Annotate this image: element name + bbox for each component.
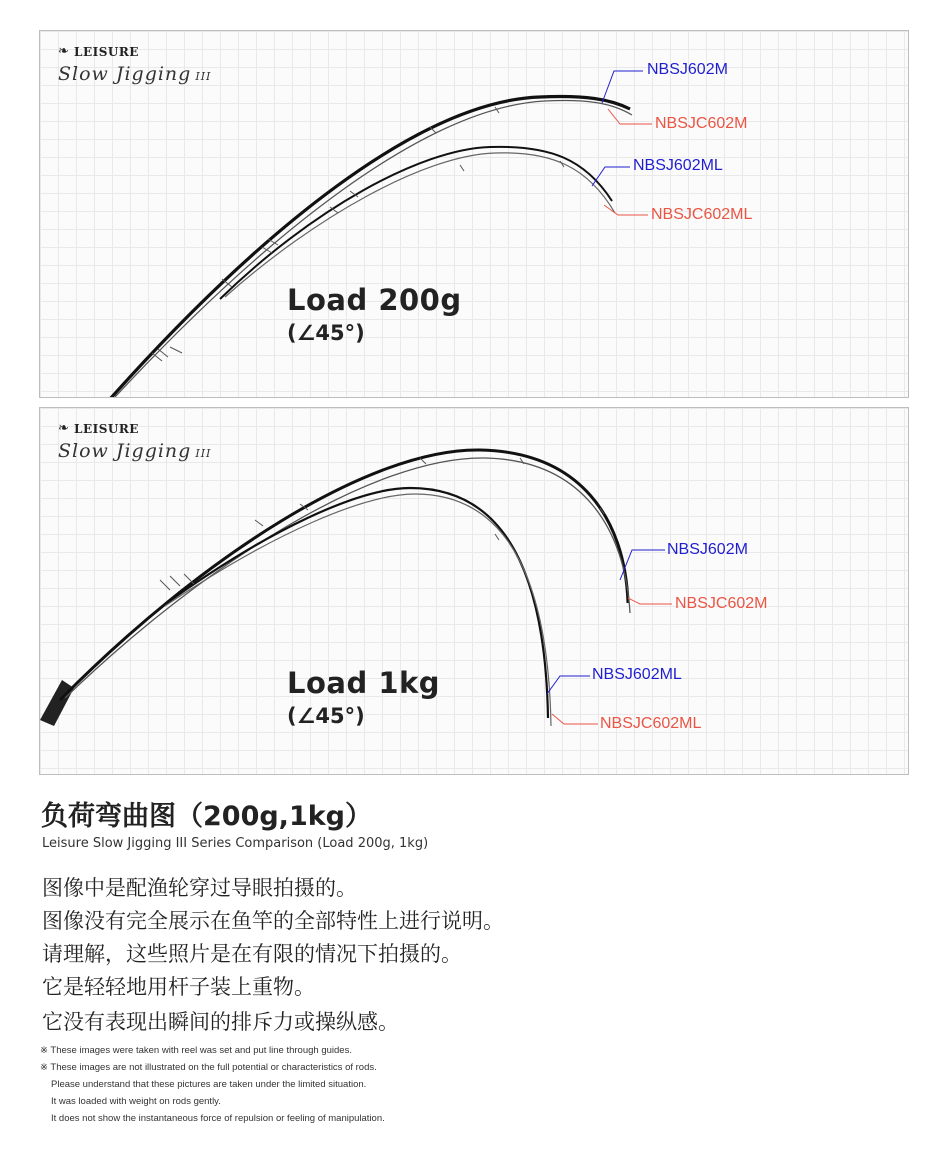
chinese-line-4: 它是轻轻地用杆子装上重物。 — [42, 975, 315, 999]
label-nbsjc602m: NBSJC602M — [655, 115, 748, 132]
chinese-line-2: 图像没有完全展示在鱼竿的全部特性上进行说明。 — [42, 909, 504, 933]
angle-label: (∠45°) — [287, 321, 365, 345]
rod-nbsj602m-curve — [110, 97, 630, 399]
label-nbsj602m: NBSJ602M — [647, 61, 728, 78]
label-nbsjc602m: NBSJC602M — [675, 595, 768, 612]
label-nbsjc602ml: NBSJC602ML — [600, 715, 702, 732]
bend-chart-panel-1kg — [39, 407, 909, 775]
label-nbsj602ml: NBSJ602ML — [592, 666, 682, 683]
rod-curves-1kg — [40, 408, 909, 775]
note-line-4: It was loaded with weight on rods gently. — [51, 1096, 221, 1107]
brand-name: LEISURE — [74, 422, 139, 436]
series-name: Slow Jigging III — [58, 440, 212, 462]
rod-nbsj602m-curve — [60, 450, 628, 700]
label-nbsjc602ml: NBSJC602ML — [651, 206, 753, 223]
fish-logo-icon: ❧ — [58, 44, 69, 59]
rod-grip — [40, 680, 74, 726]
rod-nbsjc602m-curve — [115, 101, 632, 397]
load-title: Load 200g — [287, 283, 462, 317]
brand-logo-block — [58, 422, 211, 462]
leader-nbsj602m — [602, 71, 643, 103]
rod-nbsjc602ml-curve — [225, 153, 615, 297]
rod-curves-200g — [40, 31, 909, 398]
chinese-line-5: 它没有表现出瞬间的排斥力或操纵感。 — [42, 1010, 399, 1034]
page-title: 负荷弯曲图（200g,1kg） — [41, 801, 373, 832]
label-nbsj602ml: NBSJ602ML — [633, 157, 723, 174]
leader-nbsj602ml — [547, 676, 590, 694]
chinese-line-3: 请理解，这些照片是在有限的情况下拍摄的。 — [42, 942, 462, 966]
rod-guides — [160, 458, 604, 590]
fish-logo-icon: ❧ — [58, 421, 69, 436]
page-subtitle: Leisure Slow Jigging III Series Comparison (Load 200g, 1kg) — [42, 836, 429, 851]
note-line-2: ※ These images are not illustrated on the full potential or characteristics of rods. — [40, 1062, 377, 1073]
leader-nbsjc602m — [608, 109, 652, 124]
angle-label: (∠45°) — [287, 704, 365, 728]
note-line-3: Please understand that these pictures are taken under the limited situation. — [51, 1079, 367, 1090]
rod-nbsj602ml-curve — [220, 147, 612, 299]
load-title: Load 1kg — [287, 666, 441, 700]
leader-nbsjc602ml — [552, 714, 598, 724]
leader-nbsjc602m — [628, 598, 672, 604]
chinese-line-1: 图像中是配渔轮穿过导眼拍摄的。 — [42, 876, 357, 900]
brand-name: LEISURE — [74, 45, 139, 59]
note-line-5: It does not show the instantaneous force of repulsion or feeling of manipulation. — [51, 1113, 385, 1124]
brand-logo-block — [58, 45, 211, 85]
note-line-1: ※ These images were taken with reel was set and put line through guides. — [40, 1045, 352, 1056]
series-name: Slow Jigging III — [58, 63, 212, 85]
label-nbsj602m: NBSJ602M — [667, 541, 748, 558]
bend-chart-panel-200g — [39, 30, 909, 398]
